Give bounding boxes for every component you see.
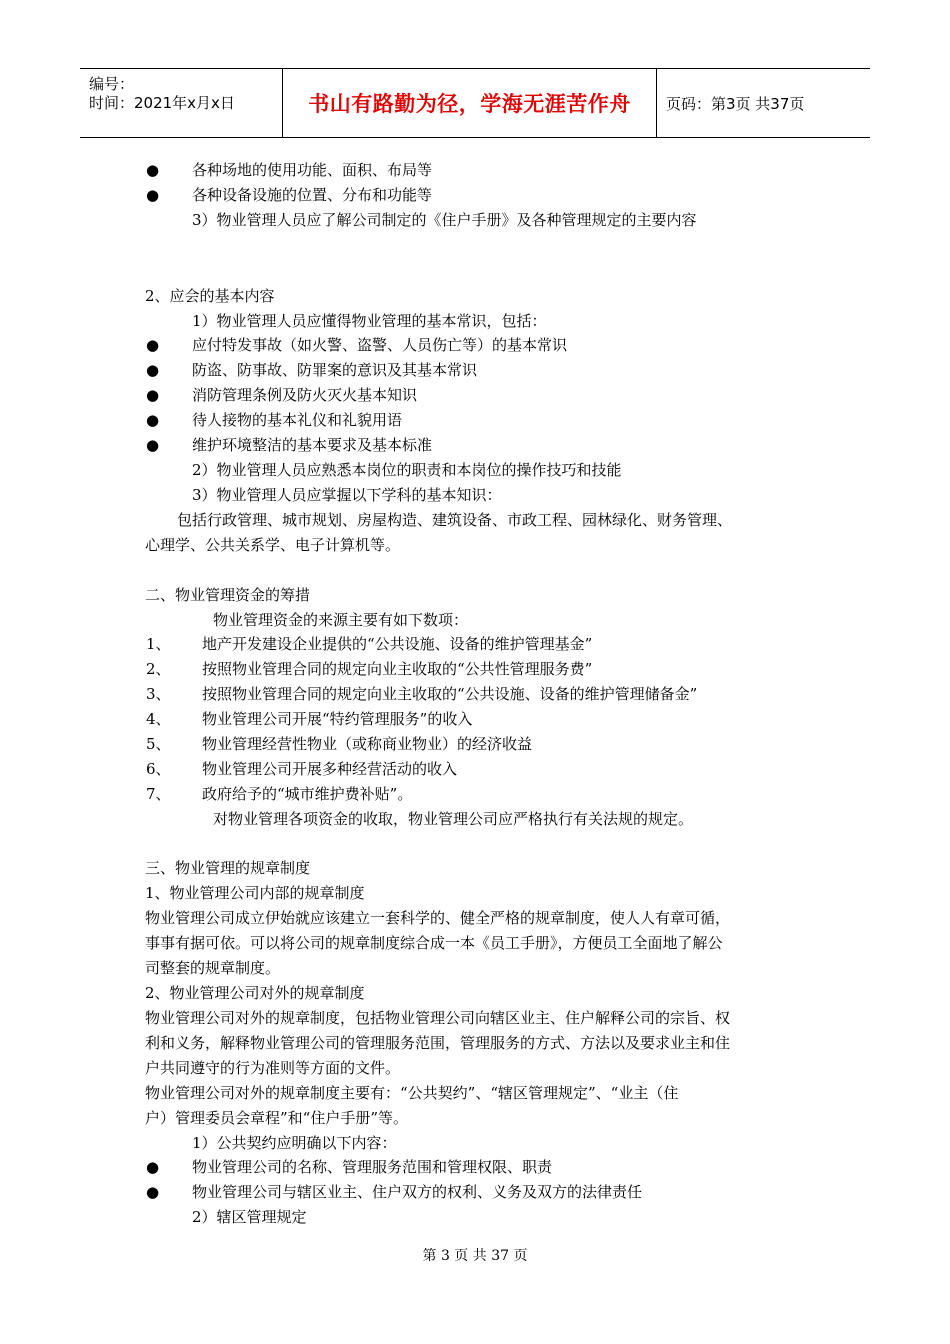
list-item: 政府给予的“城市维护费补贴”。 [202, 785, 413, 803]
paragraph: 物业管理公司成立伊始就应该建立一套科学的、健全严格的规章制度，使人人有章可循， [145, 909, 731, 927]
section-heading: 2、应会的基本内容 [145, 287, 275, 305]
paragraph: 事事有据可依。可以将公司的规章制度综合成一本《员工手册》，方便员工全面地了解公 [145, 934, 723, 952]
list-item: 物业管理公司与辖区业主、住户双方的权利、义务及双方的法律责任 [192, 1183, 643, 1201]
header-page-info: 页码：第3页 共37页 [666, 94, 805, 113]
list-number: 7、 [146, 785, 171, 803]
bullet-icon: ● [146, 1158, 160, 1176]
list-number: 6、 [146, 760, 171, 778]
paragraph: 对物业管理各项资金的收取，物业管理公司应严格执行有关法规的规定。 [213, 810, 694, 828]
list-item: 按照物业管理合同的规定向业主收取的“公共设施、设备的维护管理储备金” [202, 685, 698, 703]
list-item: 各种设备设施的位置、分布和功能等 [192, 186, 433, 204]
document-number-label: 编号： [89, 75, 135, 93]
subsection-heading: 2、物业管理公司对外的规章制度 [145, 984, 365, 1002]
list-item: 消防管理条例及防火灭火基本知识 [192, 386, 418, 404]
subsection-heading: 1、物业管理公司内部的规章制度 [145, 884, 365, 902]
bullet-icon: ● [146, 161, 160, 179]
list-number: 5、 [146, 735, 171, 753]
bullet-icon: ● [146, 186, 160, 204]
list-item: 物业管理公司的名称、管理服务范围和管理权限、职责 [192, 1158, 553, 1176]
paragraph: 物业管理资金的来源主要有如下数项： [213, 611, 469, 629]
list-item: 应付特发事故（如火警、盗警、人员伤亡等）的基本常识 [192, 336, 568, 354]
paragraph: 包括行政管理、城市规划、房屋构造、建筑设备、市政工程、园林绿化、财务管理、 [177, 511, 733, 529]
paragraph: 心理学、公共关系学、电子计算机等。 [145, 536, 401, 554]
list-number: 2、 [146, 660, 171, 678]
paragraph: 户）管理委员会章程”和“住户手册”等。 [145, 1109, 409, 1127]
paragraph: 1）公共契约应明确以下内容： [192, 1134, 397, 1152]
section-heading: 二、物业管理资金的筹措 [145, 586, 311, 604]
list-item: 待人接物的基本礼仪和礼貌用语 [192, 411, 403, 429]
paragraph: 物业管理公司对外的规章制度主要有：“公共契约”、“辖区管理规定”、“业主（住 [145, 1084, 679, 1102]
paragraph: 3）物业管理人员应掌握以下学科的基本知识： [192, 486, 502, 504]
list-item: 物业管理公司开展多种经营活动的收入 [202, 760, 458, 778]
paragraph: 物业管理公司对外的规章制度，包括物业管理公司向辖区业主、住户解释公司的宗旨、权 [145, 1009, 731, 1027]
document-date: 时间：2021年x月x日 [89, 94, 235, 112]
list-number: 1、 [146, 635, 171, 653]
paragraph: 2）物业管理人员应熟悉本岗位的职责和本岗位的操作技巧和技能 [192, 461, 622, 479]
bullet-icon: ● [146, 1183, 160, 1201]
paragraph: 司整套的规章制度。 [145, 959, 281, 977]
list-item: 防盗、防事故、防罪案的意识及其基本常识 [192, 361, 478, 379]
header-motto: 书山有路勤为径，学海无涯苦作舟 [308, 92, 631, 116]
list-number: 4、 [146, 710, 171, 728]
list-item: 物业管理公司开展“特约管理服务”的收入 [202, 710, 473, 728]
list-item: 物业管理经营性物业（或称商业物业）的经济收益 [202, 735, 533, 753]
bullet-icon: ● [146, 361, 160, 379]
paragraph: 利和义务，解释物业管理公司的管理服务范围，管理服务的方式、方法以及要求业主和住 [145, 1034, 731, 1052]
bullet-icon: ● [146, 436, 160, 454]
bullet-icon: ● [146, 336, 160, 354]
list-item: 维护环境整洁的基本要求及基本标准 [192, 436, 433, 454]
bullet-icon: ● [146, 386, 160, 404]
bullet-icon: ● [146, 411, 160, 429]
paragraph: 3）物业管理人员应了解公司制定的《住户手册》及各种管理规定的主要内容 [192, 211, 697, 229]
list-item: 按照物业管理合同的规定向业主收取的“公共性管理服务费” [202, 660, 593, 678]
paragraph: 1）物业管理人员应懂得物业管理的基本常识，包括： [192, 312, 547, 330]
list-item: 地产开发建设企业提供的“公共设施、设备的维护管理基金” [202, 635, 593, 653]
section-heading: 三、物业管理的规章制度 [145, 859, 311, 877]
paragraph: 2）辖区管理规定 [192, 1208, 307, 1226]
page-footer: 第 3 页 共 37 页 [422, 1248, 528, 1264]
list-number: 3、 [146, 685, 171, 703]
list-item: 各种场地的使用功能、面积、布局等 [192, 161, 433, 179]
paragraph: 户共同遵守的行为准则等方面的文件。 [145, 1059, 401, 1077]
